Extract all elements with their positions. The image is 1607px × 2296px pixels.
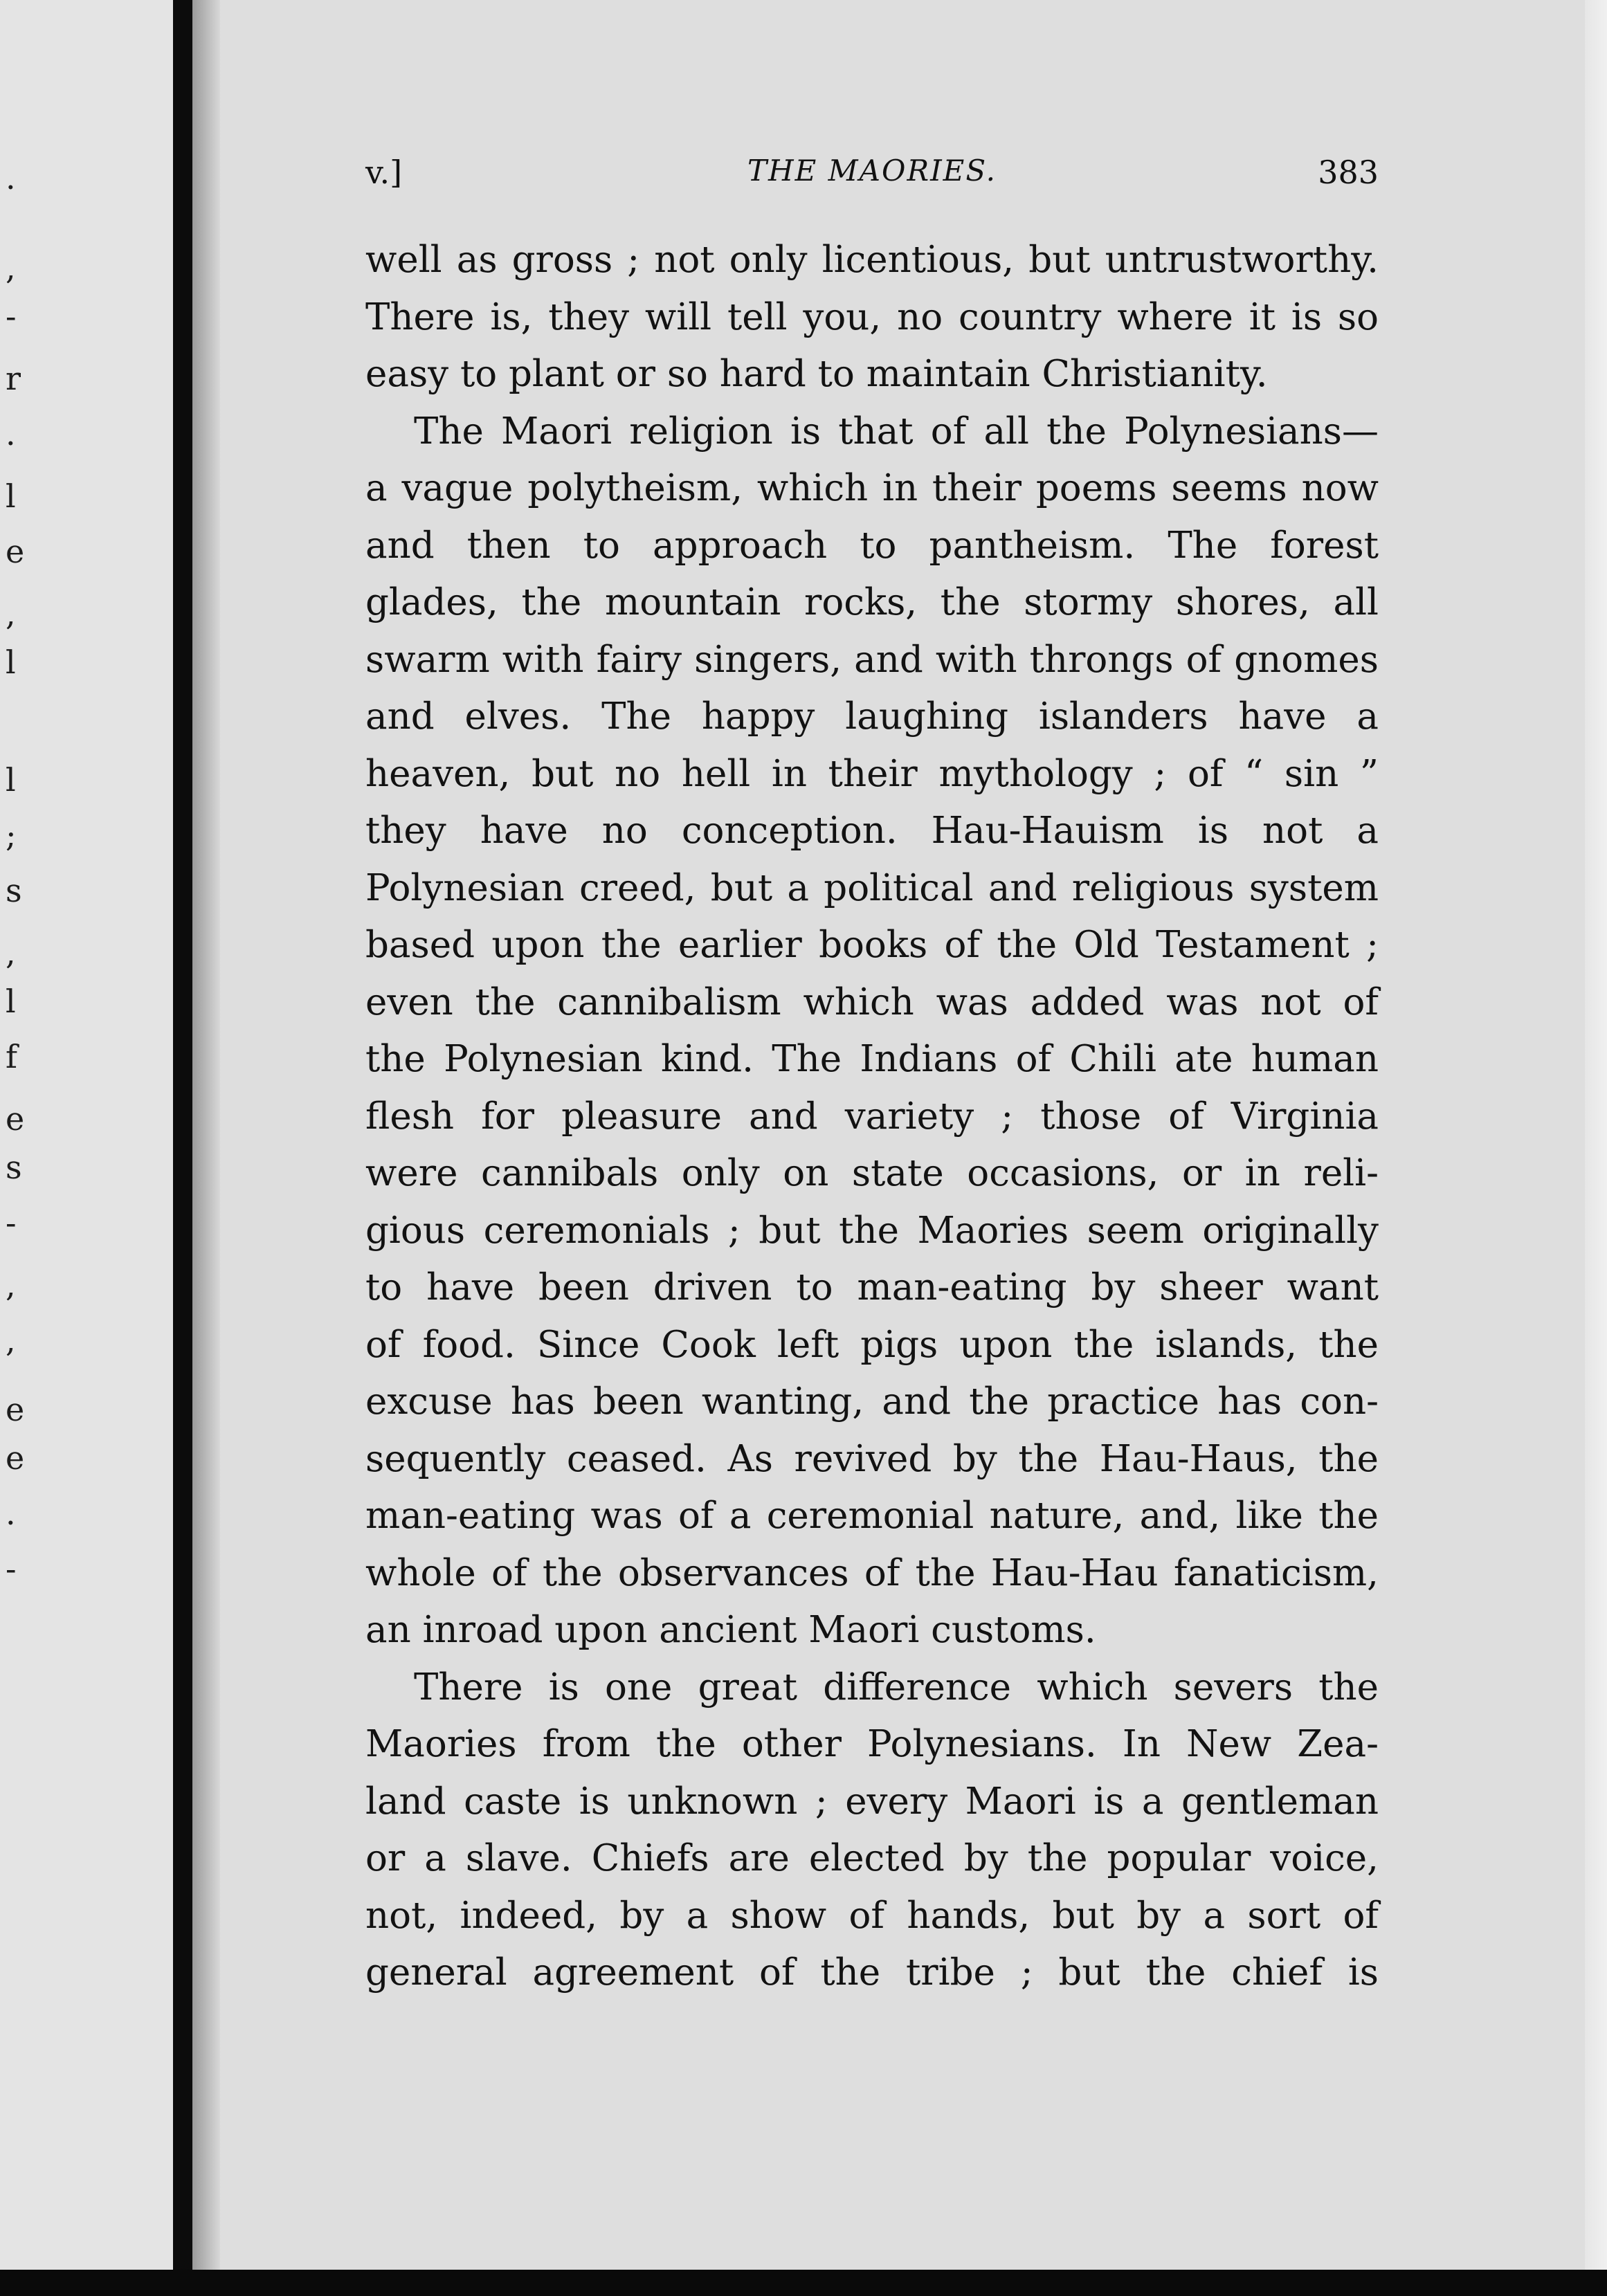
page-number: 383 xyxy=(1318,154,1379,191)
text-line: flesh for pleasure and variety ; those of Virginia xyxy=(365,1095,1379,1138)
facing-page-glyph: . xyxy=(6,1495,16,1532)
facing-page-glyph: . xyxy=(6,415,16,453)
text-line: they have no conception. Hau-Hauism is not a xyxy=(365,810,1379,852)
text-line: even the cannibalism which was added was not of xyxy=(365,981,1379,1023)
facing-page-glyph: s xyxy=(6,872,22,909)
facing-page-glyph: l xyxy=(6,477,16,515)
chapter-marker: v.] xyxy=(365,154,403,191)
text-line: glades, the mountain rocks, the stormy shores, all xyxy=(365,581,1379,623)
paragraph xyxy=(365,232,1379,403)
paragraph xyxy=(365,403,1379,1659)
book-gutter xyxy=(173,0,192,2296)
facing-page-glyph: . xyxy=(6,159,16,197)
facing-page-glyph: , xyxy=(6,595,16,632)
facing-page-glyph: ; xyxy=(6,817,17,854)
text-line: The Maori religion is that of all the Polynesians— xyxy=(414,410,1379,453)
facing-page-glyph: e xyxy=(6,1100,25,1138)
text-line: general agreement of the tribe ; but the chief is xyxy=(365,1951,1379,1994)
text-line: man-eating was of a ceremonial nature, and, like the xyxy=(365,1495,1379,1537)
facing-page-edge xyxy=(0,0,173,2270)
facing-page-glyph: , xyxy=(6,1266,16,1304)
text-line: or a slave. Chiefs are elected by the popular voice, xyxy=(365,1837,1379,1879)
running-title: THE MAORIES. xyxy=(747,154,997,188)
facing-page-glyph: - xyxy=(6,1204,17,1241)
facing-page-glyph: e xyxy=(6,533,25,570)
facing-page-glyph: , xyxy=(6,1322,16,1359)
text-line: easy to plant or so hard to maintain Christianity. xyxy=(365,353,1268,395)
facing-page-glyph: f xyxy=(6,1038,18,1075)
text-line: land caste is unknown ; every Maori is a gentleman xyxy=(365,1780,1379,1823)
text-line: a vague polytheism, which in their poems seems now xyxy=(365,467,1379,509)
facing-page-glyph: e xyxy=(6,1439,25,1477)
text-line: to have been driven to man-eating by sheer want xyxy=(365,1266,1379,1309)
text-line: based upon the earlier books of the Old Testament ; xyxy=(365,924,1379,966)
facing-page-glyph: l xyxy=(6,761,16,799)
text-line: heaven, but no hell in their mythology ; of “ sin ” xyxy=(365,752,1379,795)
scan-bottom-edge xyxy=(0,2270,1607,2296)
facing-page-glyph: l xyxy=(6,983,16,1020)
text-line: and then to approach to pantheism. The forest xyxy=(365,524,1379,567)
body-text xyxy=(365,232,1379,2002)
text-line: an inroad upon ancient Maori customs. xyxy=(365,1609,1096,1651)
text-line: of food. Since Cook left pigs upon the islands, the xyxy=(365,1323,1379,1366)
facing-page-glyph: s xyxy=(6,1149,22,1186)
text-line: well as gross ; not only licentious, but untrustworthy. xyxy=(365,239,1379,281)
text-line: swarm with fairy singers, and with throngs of gnomes xyxy=(365,638,1379,681)
text-line: excuse has been wanting, and the practice has con- xyxy=(365,1381,1379,1423)
text-line: not, indeed, by a show of hands, but by a sort of xyxy=(365,1894,1379,1937)
text-line: were cannibals only on state occasions, or in reli- xyxy=(365,1152,1379,1194)
text-line: gious ceremonials ; but the Maories seem originally xyxy=(365,1209,1379,1252)
facing-page-glyph: - xyxy=(6,1550,17,1587)
facing-page-glyph: e xyxy=(6,1391,25,1428)
gutter-shadow xyxy=(192,0,220,2296)
facing-page-glyph: l xyxy=(6,644,16,681)
text-line: the Polynesian kind. The Indians of Chili ate human xyxy=(365,1038,1379,1080)
text-line: There is, they will tell you, no country where it is so xyxy=(365,295,1379,338)
text-line: Maories from the other Polynesians. In New Zea- xyxy=(365,1723,1379,1765)
facing-page-glyph: , xyxy=(6,249,16,286)
text-line: sequently ceased. As revived by the Hau-Haus, the xyxy=(365,1437,1379,1480)
facing-page-glyph: - xyxy=(6,298,17,335)
running-header xyxy=(365,154,1379,202)
page-right-edge xyxy=(1585,0,1607,2296)
text-line: Polynesian creed, but a political and religious system xyxy=(365,866,1379,909)
paragraph xyxy=(365,1659,1379,2002)
text-line: There is one great difference which severs the xyxy=(414,1666,1379,1709)
facing-page-glyph: , xyxy=(6,934,16,972)
facing-page-glyph: r xyxy=(6,360,21,397)
text-line: and elves. The happy laughing islanders have a xyxy=(365,695,1379,738)
text-line: whole of the observances of the Hau-Hau fanaticism, xyxy=(365,1551,1379,1594)
